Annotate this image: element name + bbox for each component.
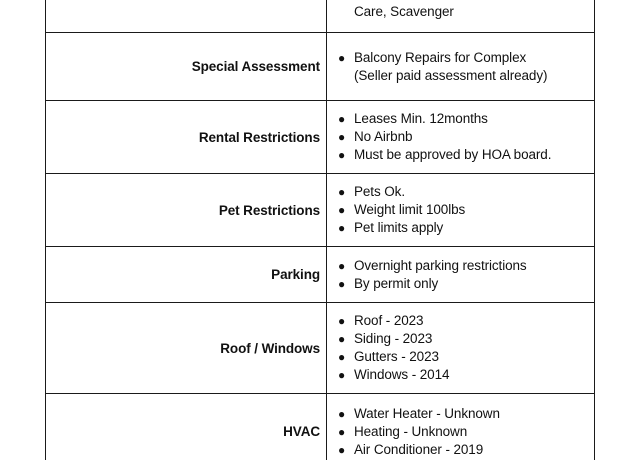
- list-item-text: By permit only: [354, 275, 439, 291]
- list-item: [335, 348, 594, 366]
- row-label: Rental Restrictions: [46, 101, 327, 174]
- value-list: [335, 49, 594, 85]
- bullet-icon: ●: [338, 130, 346, 144]
- list-item-text: Heating - Unknown: [354, 423, 468, 439]
- list-item-text: No Airbnb: [354, 129, 413, 144]
- list-item-text: Leases Min. 12months: [354, 111, 488, 126]
- list-item-text: Water Heater - Unknown: [354, 405, 500, 421]
- bullet-icon: ●: [338, 332, 346, 346]
- bullet-icon: ●: [338, 406, 346, 421]
- row-value: [327, 247, 595, 303]
- list-item: [335, 3, 594, 21]
- bullet-icon: ●: [338, 221, 346, 235]
- list-item: [335, 366, 594, 384]
- list-item: [335, 201, 594, 219]
- list-item-text: Gutters - 2023: [354, 349, 439, 364]
- row-label: HVAC: [46, 394, 327, 460]
- table-row-special-assessment: [46, 33, 595, 101]
- bullet-icon: ●: [338, 350, 346, 364]
- row-label: Roof / Windows: [46, 303, 327, 394]
- row-label: [46, 0, 327, 33]
- list-item: [335, 257, 594, 275]
- list-item: [335, 49, 594, 85]
- value-list: [335, 405, 594, 459]
- row-value: [327, 394, 595, 460]
- list-item-text: Must be approved by HOA board.: [354, 147, 552, 162]
- list-item-text: Weight limit 100lbs: [354, 202, 466, 217]
- list-item: [335, 128, 594, 146]
- bullet-icon: ●: [338, 314, 346, 328]
- list-item-text: Balcony Repairs for Complex: [354, 49, 527, 65]
- list-item-text: Roof - 2023: [354, 313, 424, 328]
- value-list: [335, 110, 594, 164]
- value-list: [335, 312, 594, 384]
- bullet-icon: ●: [338, 424, 346, 439]
- row-value: [327, 33, 595, 101]
- list-item: [335, 330, 594, 348]
- bullet-icon: ●: [338, 258, 346, 273]
- list-item-text-continued: Care, Scavenger: [354, 4, 454, 19]
- list-item-text: Air Conditioner - 2019: [354, 441, 484, 457]
- value-list: [335, 3, 594, 21]
- table-row-parking: [46, 247, 595, 303]
- list-item: [335, 183, 594, 201]
- row-value: [327, 0, 595, 33]
- bullet-icon: ●: [338, 148, 346, 162]
- list-item-text-continued: (Seller paid assessment already): [354, 67, 548, 83]
- list-item: [335, 146, 594, 164]
- value-list: [335, 183, 594, 237]
- list-item: [335, 405, 594, 423]
- list-item: [335, 423, 594, 441]
- list-item: [335, 441, 594, 459]
- row-label: Parking: [46, 247, 327, 303]
- bullet-icon: ●: [338, 276, 346, 291]
- table-row-hvac: [46, 394, 595, 460]
- bullet-icon: ●: [338, 50, 346, 65]
- row-label: Pet Restrictions: [46, 174, 327, 247]
- bullet-icon: ●: [338, 442, 346, 457]
- list-item-text: Siding - 2023: [354, 331, 433, 346]
- value-list: [335, 257, 594, 293]
- property-details-sheet: [45, 0, 640, 460]
- row-label: Special Assessment: [46, 33, 327, 101]
- list-item-text: Windows - 2014: [354, 367, 450, 382]
- list-item: [335, 219, 594, 237]
- bullet-icon: ●: [338, 368, 346, 382]
- list-item: [335, 275, 594, 293]
- row-value: [327, 303, 595, 394]
- table-row-top-partial: [46, 0, 595, 33]
- property-details-table: [45, 0, 595, 460]
- row-value: [327, 101, 595, 174]
- list-item-text: Pet limits apply: [354, 220, 444, 235]
- list-item-text: Pets Ok.: [354, 184, 405, 199]
- table-row-rental-restrictions: [46, 101, 595, 174]
- list-item: [335, 312, 594, 330]
- table-row-roof-windows: [46, 303, 595, 394]
- list-item-text: Overnight parking restrictions: [354, 257, 527, 273]
- bullet-icon: ●: [338, 203, 346, 217]
- bullet-icon: ●: [338, 112, 346, 126]
- table-row-pet-restrictions: [46, 174, 595, 247]
- row-value: [327, 174, 595, 247]
- list-item: [335, 110, 594, 128]
- bullet-icon: ●: [338, 185, 346, 199]
